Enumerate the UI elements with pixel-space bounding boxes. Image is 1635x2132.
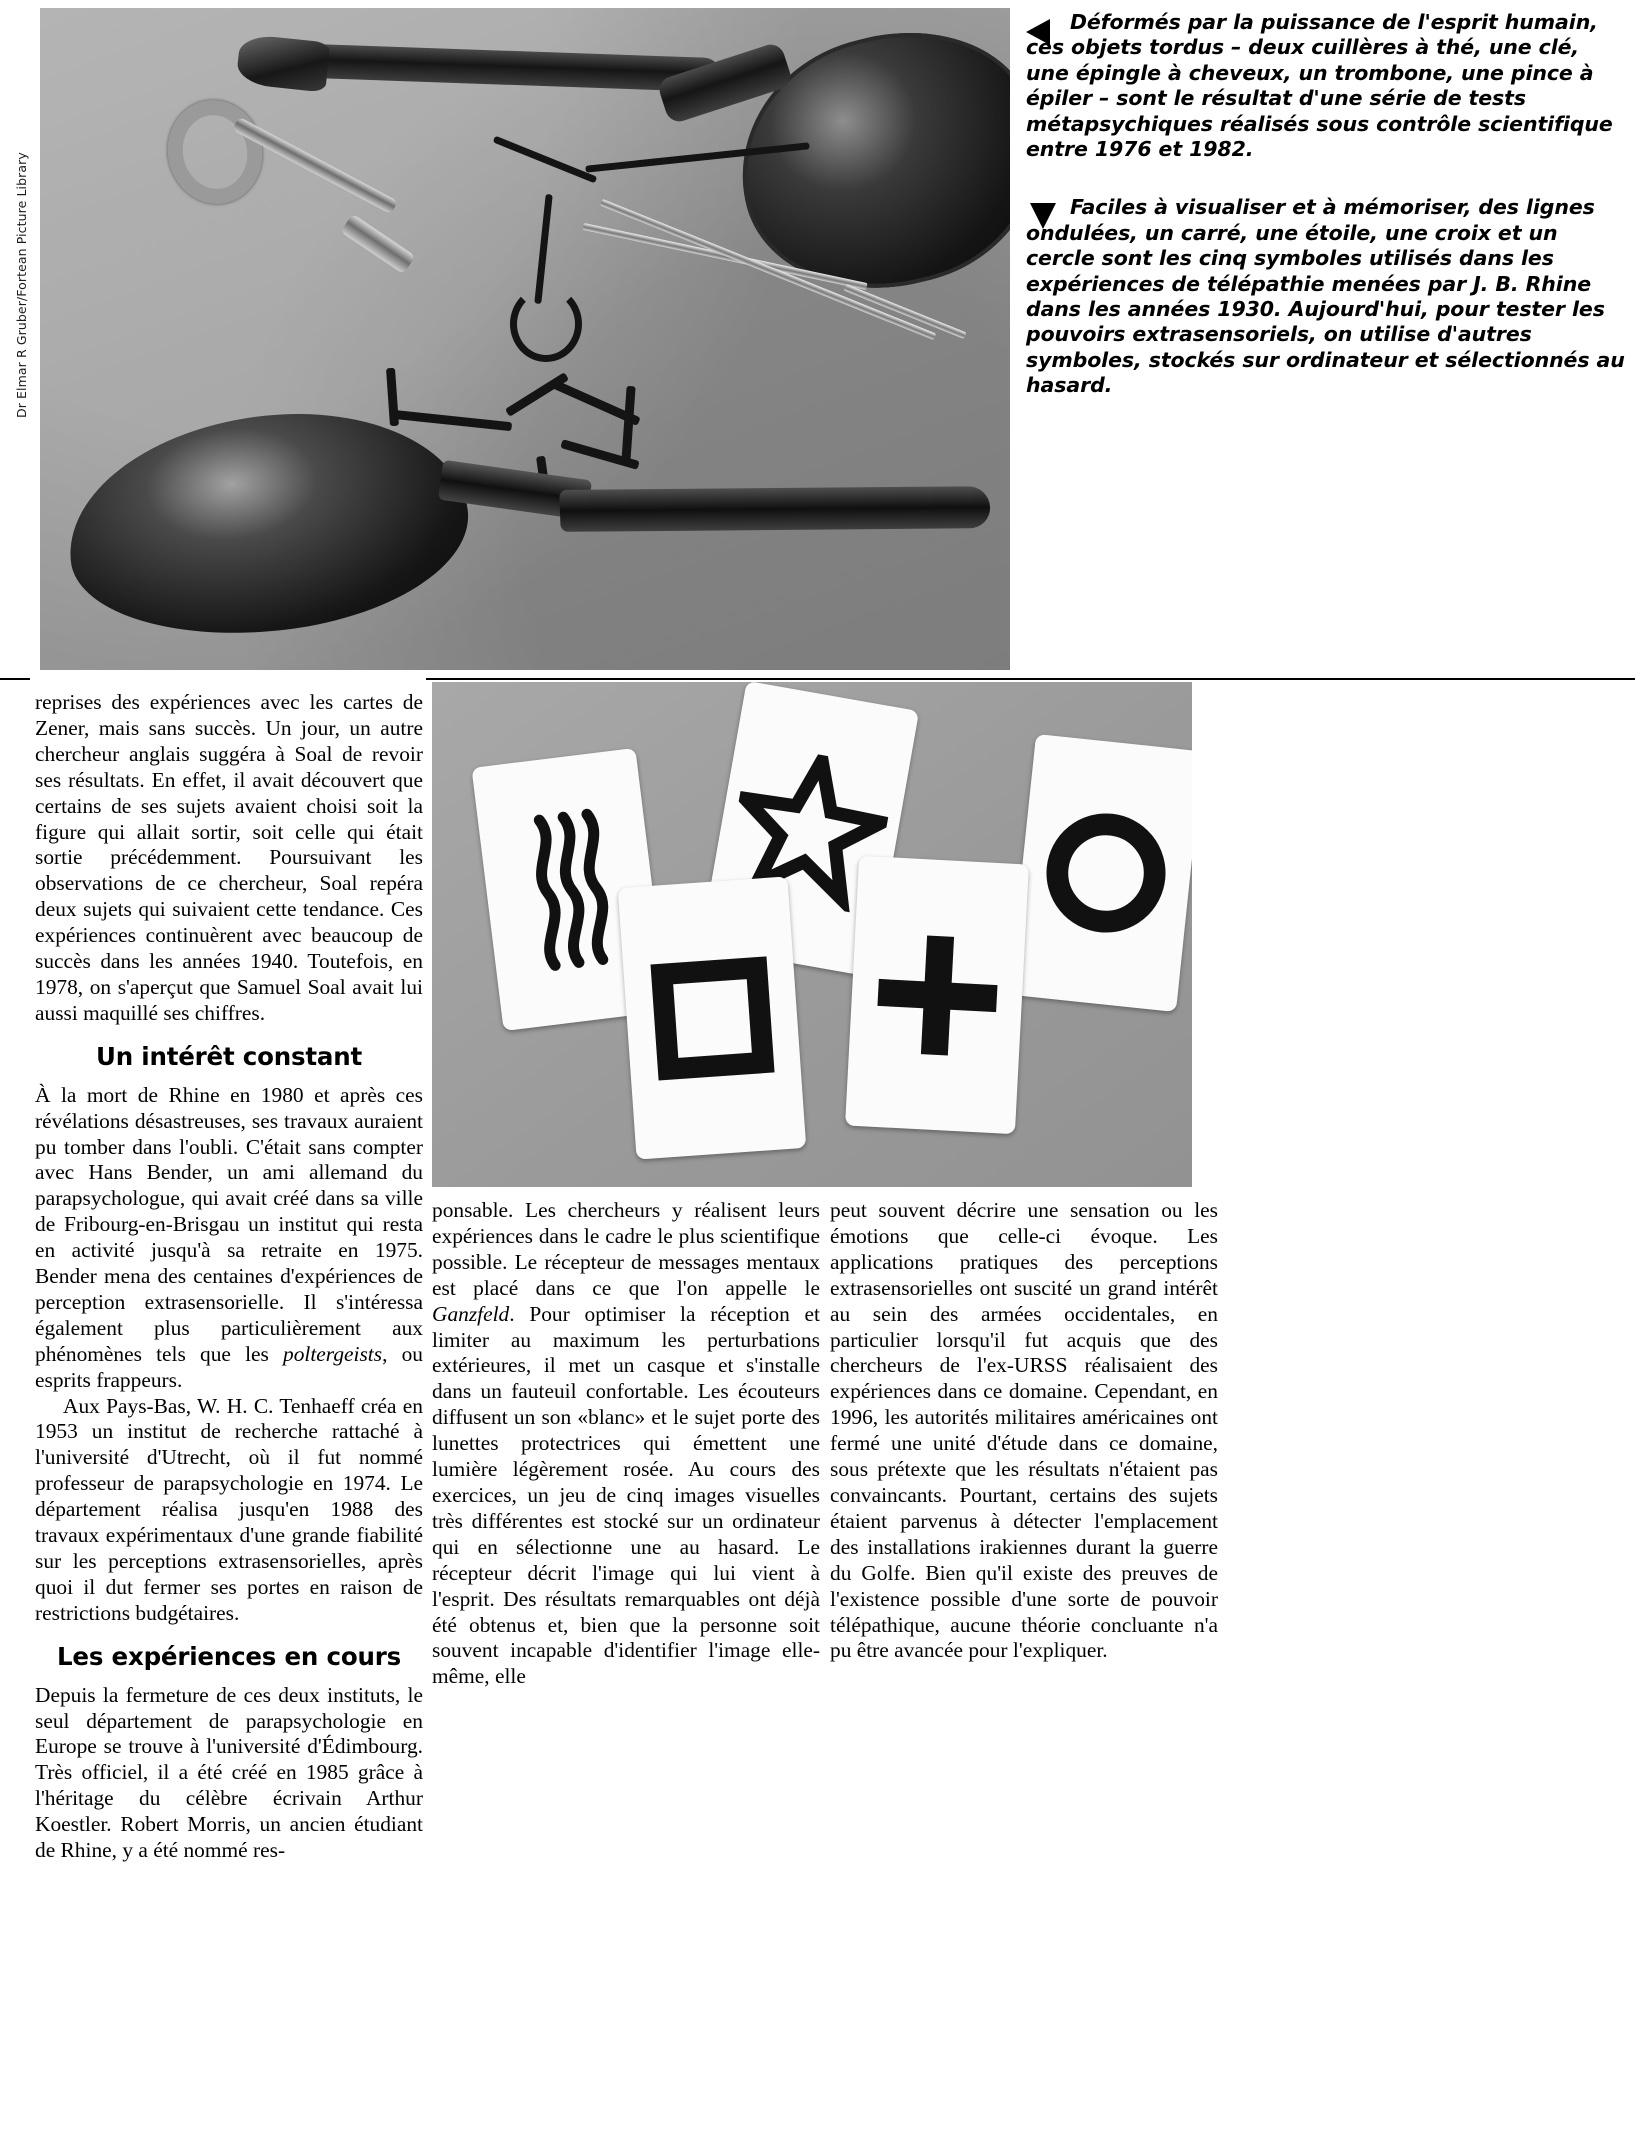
zener-card-circle: [1009, 734, 1192, 1012]
caption-block-2: [1026, 195, 1626, 398]
paragraph-5-a: ponsable. Les chercheurs y réalisent leurs expériences dans le cadre le plus scientifique possible. Le récepteur de messages mentaux est placé dans ce que l'on appelle le: [432, 1198, 820, 1300]
zener-card-square: [618, 876, 807, 1159]
paragraph-3: Aux Pays-Bas, W. H. C. Tenhaeff créa en 1953 un institut de recherche rattaché à l'université d'Utrecht, où il fut nommé professeur de parapsychologie en 1974. Le département réalisa jusqu'en 1988 des travaux expérimentaux d'une grande fiabilité sur les perceptions extrasensorielles, après quoi il dut fermer ses portes en raison de restrictions budgétaires.: [35, 1393, 423, 1625]
bent-hairpin-loop: [510, 286, 582, 362]
waves-icon: [519, 800, 619, 978]
zener-card-cross: [845, 856, 1029, 1135]
photo-caption-column: [1026, 10, 1626, 399]
heading-un-interet-constant: Un intérêt constant: [96, 1041, 362, 1071]
column-left-upper: [35, 690, 423, 1864]
arrow-left-icon: [1026, 19, 1050, 45]
paragraph-2-italic: poltergeists: [283, 1341, 383, 1366]
paragraph-4: Depuis la fermeture de ces deux instituts, le seul département de parapsychologie en Europe se trouve à l'université d'Édimbourg. Très officiel, il a été créé en 1985 grâce à l'héritage du célèbre écrivain Arthur Koestler. Robert Morris, un ancien étudiant de Rhine, y a été nommé res-: [35, 1682, 423, 1863]
horizontal-rule-main: [426, 678, 1635, 680]
caption-1-text: [1026, 10, 1626, 162]
column-right-lower: [830, 1198, 1218, 1664]
circle-icon: [1036, 803, 1177, 944]
horizontal-rule-left: [0, 678, 30, 680]
paragraph-6: peut souvent décrire une sensation ou les émotions que celle-ci évoque. Les applications pratiques des perceptions extrasensorielles ont suscité un grand intérêt au sein des armées occidentales, en particulier lorsqu'il fut acquis que des chercheurs de l'ex-URSS réalisaient des expériences dans ce domaine. Cependant, en 1996, les autorités militaires américaines ont fermé une unité d'étude dans ce domaine, sous prétexte que les résultats n'étaient pas convaincants. Pourtant, certains des sujets étaient parvenus à détecter l'emplacement des installations irakiennes durant la guerre du Golfe. Bien qu'il existe des preuves de l'existence possible d'une sorte de pouvoir télépathique, aucune théorie concluante n'a pu être avancée pour l'expliquer.: [830, 1198, 1218, 1663]
caption-2-text: [1026, 195, 1626, 398]
paragraph-1: reprises des expériences avec les cartes de Zener, mais sans succès. Un jour, un autre chercheur anglais suggéra à Soal de revoir ses résultats. En effet, il avait découvert que certains de ses sujets avaient choisi soit la figure qui allait sortir, soit celle qui était sortie précédemment. Poursuivant les observations de ce chercheur, Soal repéra deux sujets qui suivaient cette tendance. Ces expériences continuèrent avec beaucoup de succès dans les années 1940. Toutefois, en 1978, on s'aperçut que Samuel Soal avait lui aussi maquillé ses chiffres.: [35, 690, 423, 1025]
paragraph-2: [35, 1083, 423, 1394]
heading-les-experiences-en-cours: Les expériences en cours: [57, 1641, 401, 1671]
arrow-down-icon: [1030, 203, 1056, 229]
bent-spoon-handle-2: [559, 486, 991, 532]
caption-block-1: [1026, 10, 1626, 162]
photo-credit: Dr Elmar R Gruber/Fortean Picture Library: [14, 152, 29, 418]
paragraph-5-italic: Ganzfeld: [432, 1301, 510, 1326]
bent-objects-photograph: [40, 8, 1010, 670]
square-icon: [645, 951, 778, 1084]
column-middle-lower: [432, 1198, 820, 1690]
paragraph-5-b: . Pour optimiser la réception et limiter au maximum les perturbations extérieures, il met un casque et s'installe dans un fauteuil confortable. Les écouteurs diffusent un son «blanc» et le sujet porte des lunettes protectrices qui émettent une lumière légèrement rosée. Au cours des exercices, un jeu de cinq images visuelles très différentes est stocké sur un ordinateur qui en sélectionne une au hasard. Le récepteur décrit l'image qui lui vient à l'esprit. Des résultats remarquables ont déjà été obtenus et, bien que la personne soit souvent incapable d'identifier l'image elle-même, elle: [432, 1301, 820, 1689]
paragraph-5: [432, 1198, 820, 1690]
paragraph-2-a: À la mort de Rhine en 1980 et après ces révélations désastreuses, ses travaux auraient pu tomber dans l'oubli. C'était sans compter avec Hans Bender, un ami allemand du parapsychologue, qui avait créé dans sa ville de Fribourg-en-Brisgau un institut qui resta en activité jusqu'à sa retraite en 1975. Bender mena des centaines d'expériences de perception extrasensorielle. Il s'intéressa également plus particulièrement aux phénomènes tels que les: [35, 1082, 423, 1366]
cross-icon: [866, 924, 1008, 1066]
top-photo-block: [0, 0, 1635, 676]
caption-1-body: Déformés par la puissance de l'esprit humain, ces objets tordus – deux cuillères à thé, une clé, une épingle à cheveux, un trombone, une pince à épiler – sont le résultat d'une série de tests métapsychiques réalisés sous contrôle scientifique entre 1976 et 1982.: [1026, 10, 1613, 162]
caption-2-body: Faciles à visualiser et à mémoriser, des lignes ondulées, un carré, une étoile, une croix et un cercle sont les cinq symboles utilisés dans les expériences de télépathie menées par J. B. Rhine dans les années 1930. Aujourd'hui, pour tester les pouvoirs extrasensoriels, on utilise d'autres symboles, stockés sur ordinateur et sélectionnés au hasard.: [1026, 195, 1625, 398]
zener-cards-photograph: [432, 682, 1192, 1187]
paragraph-2-b: , ou esprits frappeurs.: [35, 1341, 423, 1392]
